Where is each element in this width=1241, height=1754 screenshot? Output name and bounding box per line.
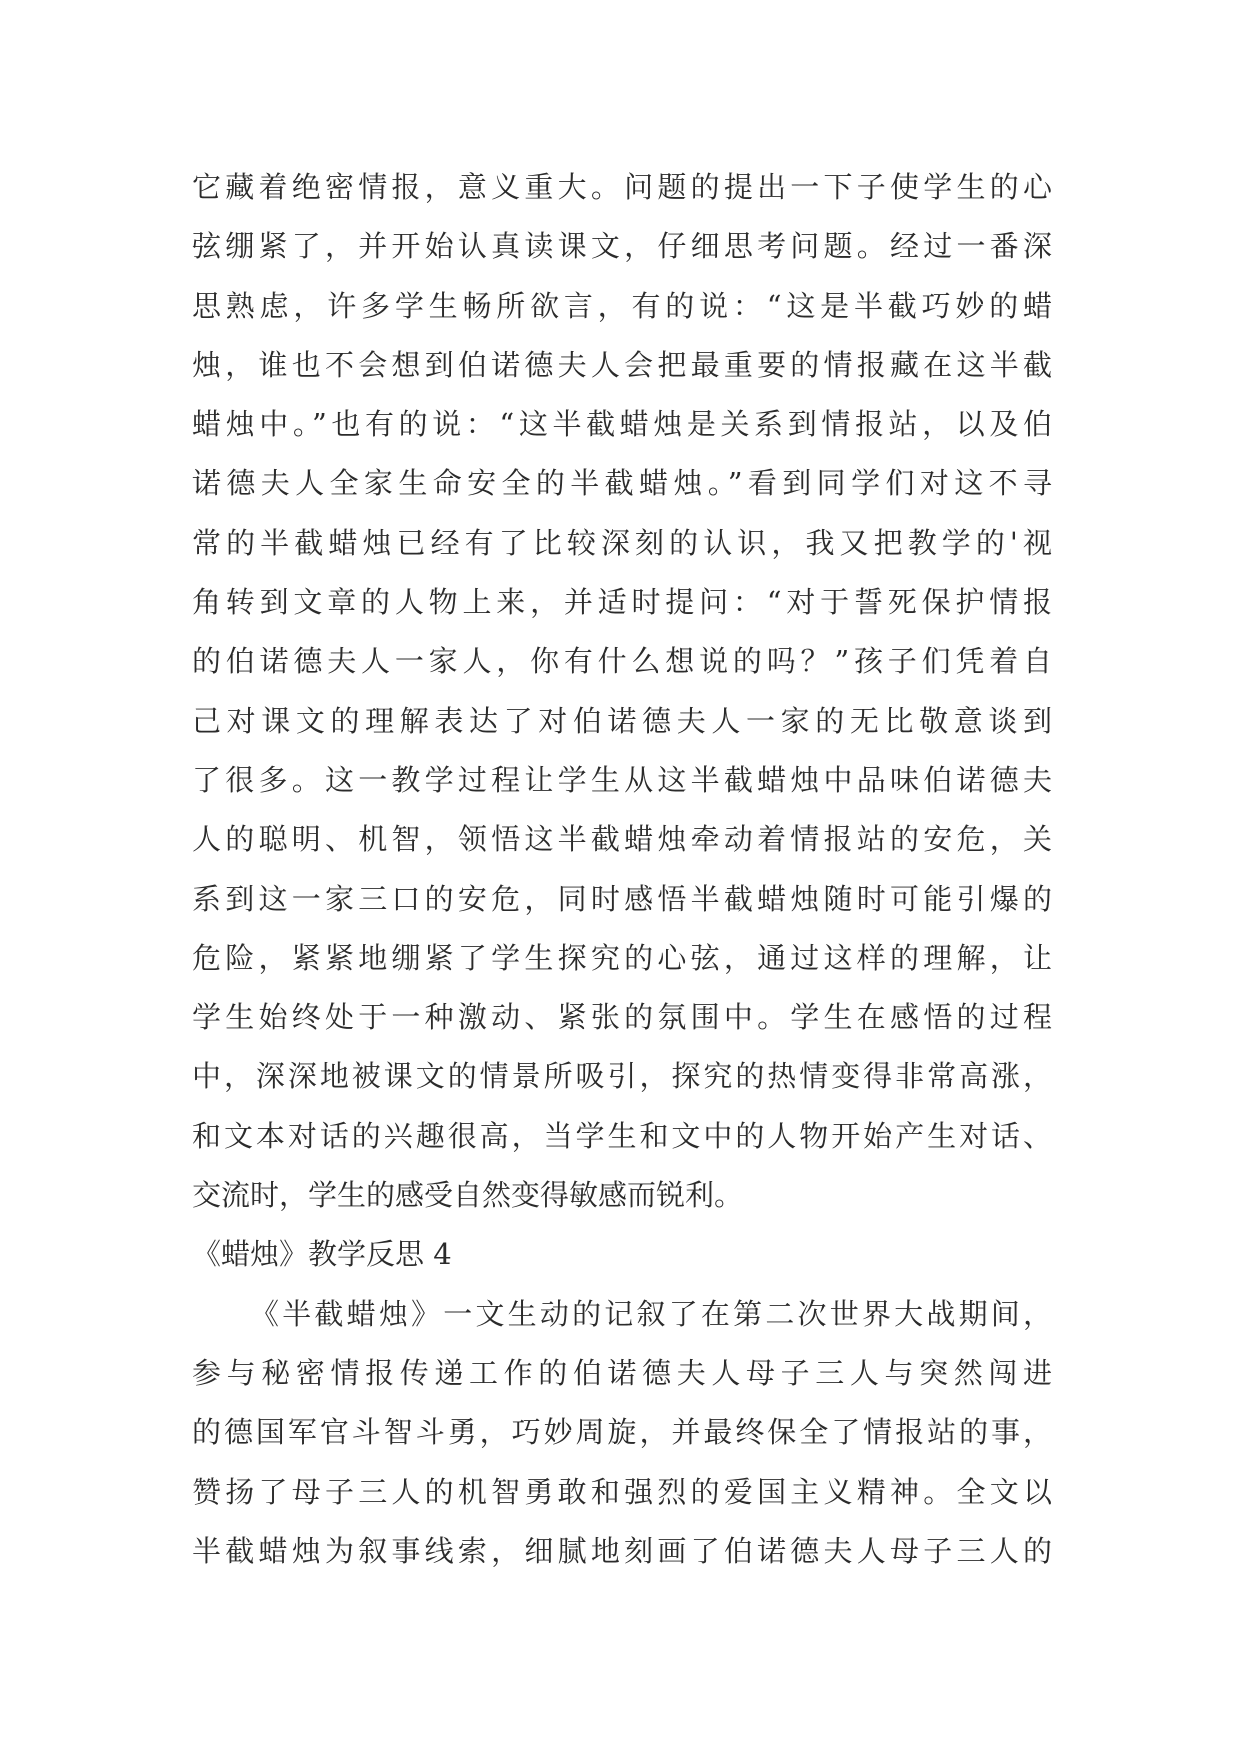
text-line: 人的聪明、机智，领悟这半截蜡烛牵动着情报站的安危，关 — [192, 822, 1052, 857]
text-line: 角转到文章的人物上来，并适时提问：“对于誓死保护情报 — [192, 585, 1052, 620]
text-line: 《半截蜡烛》一文生动的记叙了在第二次世界大战期间， — [250, 1296, 1052, 1331]
text-line: 和文本对话的兴趣很高，当学生和文中的人物开始产生对话、 — [192, 1118, 1052, 1153]
text-line: 己对课文的理解表达了对伯诺德夫人一家的无比敬意谈到 — [192, 703, 1052, 738]
text-line: 参与秘密情报传递工作的伯诺德夫人母子三人与突然闯进 — [192, 1355, 1052, 1390]
section-heading: 《蜡烛》教学反思 4 — [192, 1237, 452, 1272]
text-line: 常的半截蜡烛已经有了比较深刻的认识，我又把教学的'视 — [192, 525, 1052, 560]
text-line: 诺德夫人全家生命安全的半截蜡烛。”看到同学们对这不寻 — [192, 466, 1052, 501]
text-line: 了很多。这一教学过程让学生从这半截蜡烛中品味伯诺德夫 — [192, 762, 1052, 797]
text-line: 危险，紧紧地绷紧了学生探究的心弦，通过这样的理解，让 — [192, 940, 1052, 975]
text-line: 弦绷紧了，并开始认真读课文，仔细思考问题。经过一番深 — [192, 229, 1052, 264]
text-line: 的伯诺德夫人一家人，你有什么想说的吗？”孩子们凭着自 — [192, 644, 1052, 679]
text-line: 赞扬了母子三人的机智勇敢和强烈的爱国主义精神。全文以 — [192, 1474, 1052, 1509]
text-line: 系到这一家三口的安危，同时感悟半截蜡烛随时可能引爆的 — [192, 881, 1052, 916]
text-line: 烛，谁也不会想到伯诺德夫人会把最重要的情报藏在这半截 — [192, 347, 1052, 382]
text-line: 学生始终处于一种激动、紧张的氛围中。学生在感悟的过程 — [192, 1000, 1052, 1035]
document-body — [192, 158, 1052, 1581]
text-line: 的德国军官斗智斗勇，巧妙周旋，并最终保全了情报站的事， — [192, 1415, 1052, 1450]
paragraph-new — [192, 1285, 1052, 1581]
text-line: 中，深深地被课文的情景所吸引，探究的热情变得非常高涨， — [192, 1059, 1052, 1094]
paragraph-continued — [192, 158, 1052, 1225]
text-line: 蜡烛中。”也有的说：“这半截蜡烛是关系到情报站，以及伯 — [192, 407, 1052, 442]
text-line: 它藏着绝密情报，意义重大。问题的提出一下子使学生的心 — [192, 170, 1052, 204]
text-line: 交流时，学生的感受自然变得敏感而锐利。 — [192, 1178, 744, 1213]
text-line: 半截蜡烛为叙事线索，细腻地刻画了伯诺德夫人母子三人的 — [192, 1533, 1052, 1568]
text-line: 思熟虑，许多学生畅所欲言，有的说：“这是半截巧妙的蜡 — [192, 288, 1052, 323]
